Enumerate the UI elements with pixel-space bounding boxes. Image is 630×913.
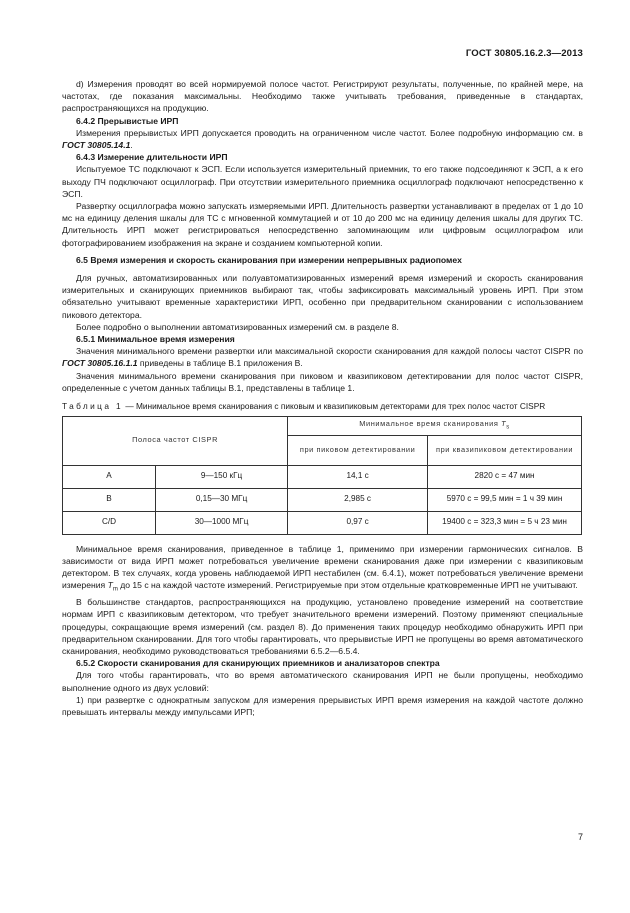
header-text: Минимальное время сканирования	[359, 418, 499, 428]
paragraph-after-table-2: В большинстве стандартов, распространяющихся на продукцию, установлено проведение измерений на соответствие нормам ИРП с квазипиковым детектором, что требует значительного времени измерений. Поэтому применяют специальные процедуры, сокращающие время измерений (см. раздел 8). До применения таких процедур необходимо обнаружить ИРП при предварительном сканировании. Для того чтобы гарантировать, что прерывистые ИРП не пропущены во время автоматического сканирования, необходимо руководствоваться требованиями 6.5.2—6.5.4.	[62, 597, 583, 656]
symbol-subscript: s	[506, 424, 510, 431]
paragraph-text: Минимальное время сканирования, приведенное в таблице 1, применимо при измерении гармонических сигналов. В зависимости от вида ИРП может потребоваться увеличение времени сканирования даже при измерении с квазипиковым детектором. В тех случаях, когда уровень наблюдаемой ИРП нестабилен (см. 6.4.1), может потребоваться увеличение времени измерения	[62, 543, 583, 591]
heading-6-4-2: 6.4.2 Прерывистые ИРП	[76, 115, 179, 126]
cell-range: 9—150 кГц	[156, 465, 288, 488]
page-number: 7	[577, 832, 583, 842]
header-band: Полоса частот CISPR	[63, 416, 288, 465]
cell-band: B	[63, 488, 156, 511]
standard-reference: ГОСТ 30805.16.1.1	[62, 358, 138, 369]
cell-quasi-peak: 5970 с = 99,5 мин = 1 ч 39 мин	[428, 488, 582, 511]
paragraph-6-4-3-1: Испытуемое ТС подключают к ЭСП. Если используется измерительный приемник, то его также подсоединяют к ЭСП, а к его выходу ПЧ подключают осциллограф. При отсутствии измерительного приемника осциллограф подключают непосредственно к ЭСП.	[62, 164, 583, 199]
cell-range: 0,15—30 МГц	[156, 488, 288, 511]
cell-band: C/D	[63, 511, 156, 534]
table-caption	[62, 401, 583, 412]
page-body	[62, 78, 583, 718]
paragraph-6-5-2: Более подробно о выполнении автоматизированных измерений см. в разделе 8.	[76, 321, 399, 332]
heading-6-5-2: 6.5.2 Скорости сканирования для сканирующих приемников и анализаторов спектра	[76, 658, 440, 669]
paragraph-6-5-1-2: Значения минимального времени сканирования при пиковом и квазипиковом детектировании для полос частот CISPR, определенные с учетом данных таблицы В.1, представлены в таблице 1.	[62, 370, 583, 393]
paragraph-6-4-3-2: Развертку осциллографа можно запускать измеряемыми ИРП. Длительность развертки устанавливают в пределах от 1 до 10 мс на единицу деления шкалы для ТС с мгновенной коммутацией и от 10 до 200 мс на единицу деления шкалы для других ТС. Длительность ИРП может регистрироваться непосредственно запоминающим или цифровым осциллографом или фотографированием изображения на экране и созданием компьютерной копии.	[62, 201, 583, 248]
scan-time-table	[62, 416, 582, 535]
cell-quasi-peak: 19400 с = 323,3 мин = 5 ч 23 мин	[428, 511, 582, 534]
cell-quasi-peak: 2820 с = 47 мин	[428, 465, 582, 488]
table-number: Таблица 1	[62, 401, 124, 412]
paragraph-after-table-1	[62, 543, 583, 597]
paragraph-6-5-2-1: Для того чтобы гарантировать, что во время автоматического сканирования ИРП не были пропущены, необходимо выполнение одного из двух условий:	[62, 670, 583, 693]
paragraph-6-5-1-1	[62, 345, 583, 369]
cell-range: 30—1000 МГц	[156, 511, 288, 534]
paragraph-text: Значения минимального времени развертки или максимальной скорости сканирования для каждой полосы частот CISPR по	[76, 346, 583, 357]
cell-peak: 0,97 с	[288, 511, 428, 534]
table-title: — Минимальное время сканирования с пиковым и квазипиковым детекторами для трех полос частот CISPR	[123, 401, 546, 412]
paragraph-d: d) Измерения проводят во всей нормируемой полосе частот. Регистрируют результаты, полученные, по крайней мере, на частотах, где показания максимальны. Необходимо также учитывать требования, приведенные в стандартах, распространяющихся на продукцию.	[62, 79, 583, 114]
document-code: ГОСТ 30805.16.2.3—2013	[465, 48, 583, 59]
table-row	[63, 465, 582, 488]
standard-reference: ГОСТ 30805.14.1	[62, 140, 131, 151]
cell-band: A	[63, 465, 156, 488]
header-quasi-peak: при квазипиковом детектировании	[428, 435, 582, 465]
heading-6-4-3: 6.4.3 Измерение длительности ИРП	[76, 152, 228, 163]
symbol: T	[107, 580, 113, 591]
paragraph-text: приведены в таблице В.1 приложения В.	[137, 358, 303, 369]
cell-peak: 14,1 с	[288, 465, 428, 488]
heading-6-5-1: 6.5.1 Минимальное время измерения	[76, 334, 235, 345]
heading-6-5: 6.5 Время измерения и скорость сканирования при измерении непрерывных радиопомех	[76, 254, 462, 265]
table-row	[63, 511, 582, 534]
symbol: T	[501, 418, 507, 428]
paragraph-text: до 15 с на каждой частоте измерений. Регистрируемые при этом отдельные кратковременные ИРП не учитывают.	[117, 580, 578, 591]
symbol-subscript: m	[112, 586, 118, 593]
paragraph-text: .	[130, 140, 133, 151]
table-row	[63, 488, 582, 511]
paragraph-6-5-1: Для ручных, автоматизированных или полуавтоматизированных измерений время измерений и скорость сканирования измерительных и сканирующих приемников выбирают так, чтобы зафиксировать максимальный уровень ИРП. При этом обязательно учитывают временные характеристики ИРП, особенно при предварительном сканировании с использованием пикового детектора.	[62, 273, 583, 320]
paragraph-6-5-2-2: 1) при развертке с однократным запуском для измерения прерывистых ИРП время измерения на каждой частоте должно превышать интервалы между импульсами ИРП;	[62, 694, 583, 717]
cell-peak: 2,985 с	[288, 488, 428, 511]
paragraph-text: Измерения прерывистых ИРП допускается проводить на ограниченном числе частот. Более подробную информацию см. в	[76, 127, 583, 138]
header-scan-time	[288, 416, 582, 435]
paragraph-6-4-2	[62, 127, 583, 151]
header-peak: при пиковом детектировании	[288, 435, 428, 465]
